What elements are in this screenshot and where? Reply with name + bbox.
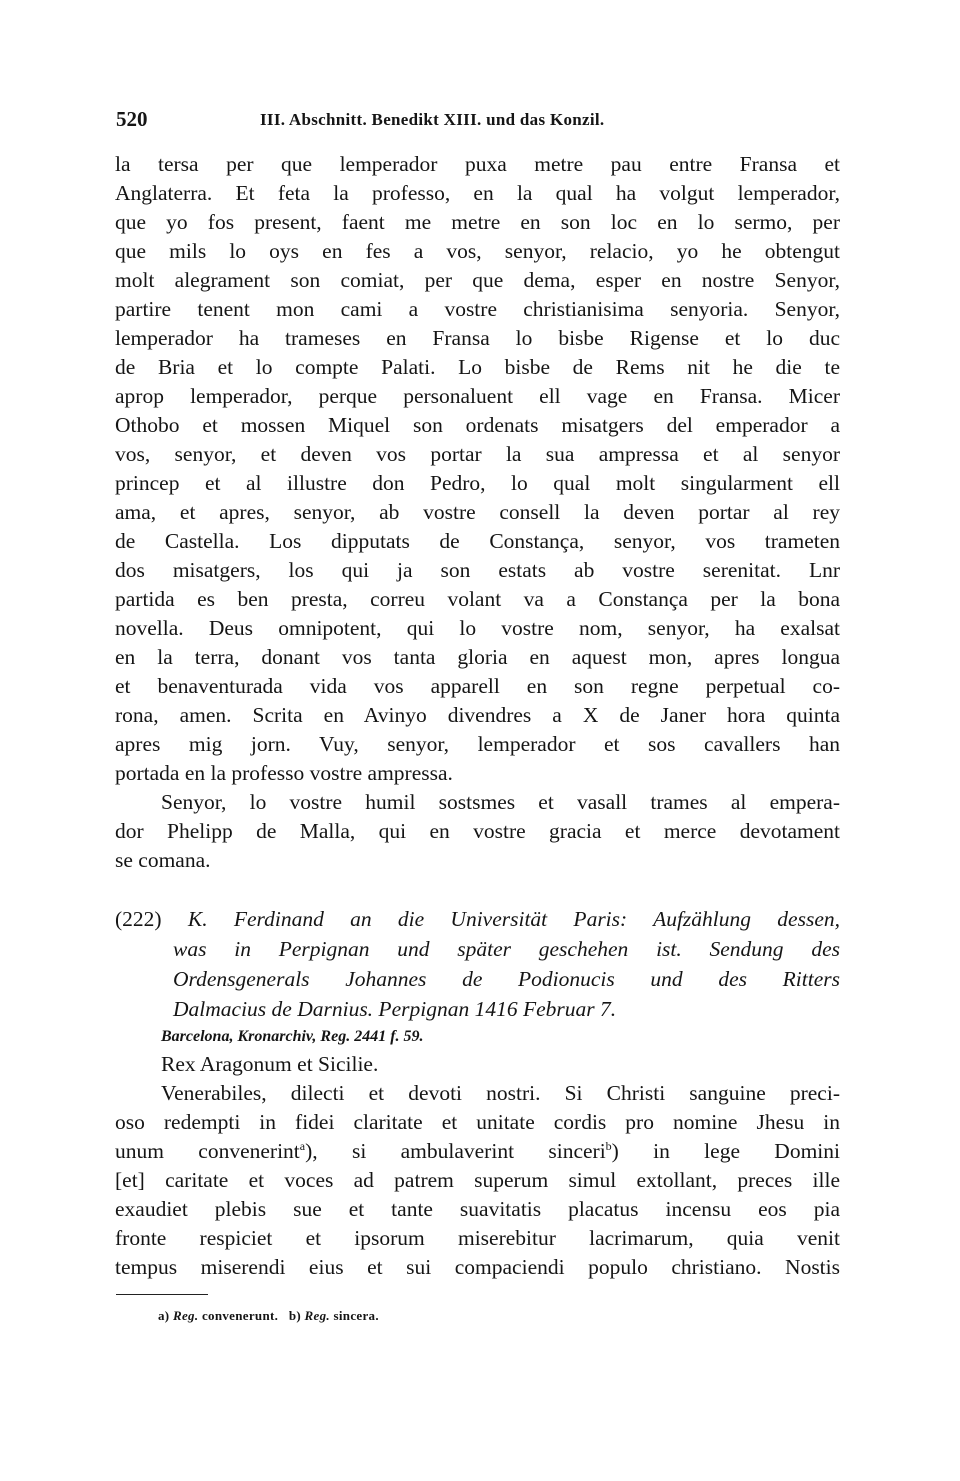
heading-first-line	[115, 904, 840, 934]
footnote-marker-a: a	[299, 1138, 306, 1153]
text-line: Senyor, lo vostre humil sostsmes et vasall trames al empera-	[161, 790, 840, 814]
page-number: 520	[116, 107, 148, 131]
text-line: aprop lemperador, perque personaluent ell vage en Fransa. Micer	[115, 384, 840, 408]
paragraph-2	[115, 788, 840, 875]
text-line: lemperador ha trameses en Fransa lo bisbe Rigense et lo duc	[115, 326, 840, 350]
heading-title-line: Dalmacius de Darnius. Perpignan 1416 Februar 7.	[173, 997, 617, 1021]
text-line: Anglaterra. Et feta la professo, en la qual ha volgut lemperador,	[115, 181, 840, 205]
text-line: princep et al illustre don Pedro, lo qual molt singularment ell	[115, 471, 840, 495]
footnote-a-label: a)	[158, 1308, 170, 1323]
running-head: III. Abschnitt. Benedikt XIII. und das Konzil.	[260, 110, 605, 129]
heading-title-line: Ordensgenerals Johannes de Podionucis und des Ritters	[173, 967, 840, 991]
section-gap	[115, 875, 840, 904]
text-line: novella. Deus omnipotent, qui lo vostre nom, senyor, ha exalsat	[115, 616, 840, 640]
text-line: [et] caritate et voces ad patrem superum simul extollant, preces ille	[115, 1168, 840, 1192]
heading-title-line: was in Perpignan und später geschehen ist. Sendung des	[173, 937, 840, 961]
document-heading	[115, 904, 840, 1050]
text-line: de Bria et lo compte Palati. Lo bisbe de Rems nit he die te	[115, 355, 840, 379]
archive-source: Barcelona, Kronarchiv, Reg. 2441 f. 59.	[161, 1028, 424, 1045]
text-line: Othobo et mossen Miquel son ordenats misatgers del emperador a	[115, 413, 840, 437]
text-line: en la terra, donant vos tanta gloria en aquest mon, apres longua	[115, 645, 840, 669]
text-line: molt alegrament son comiat, per que dema, esper en nostre Senyor,	[115, 268, 840, 292]
text-line: dos misatgers, los qui ja son estats ab vostre serenitat. Lnr	[115, 558, 840, 582]
text-line: apres mig jorn. Vuy, senyor, lemperador et sos cavallers han	[115, 732, 840, 756]
footnote-b-text: sincera.	[333, 1308, 379, 1323]
footnote-divider	[116, 1294, 208, 1295]
salutation: Rex Aragonum et Sicilie.	[161, 1052, 379, 1076]
text-segment: unum convenerint	[115, 1139, 300, 1163]
heading-title-line: K. Ferdinand an die Universität Paris: Aufzählung dessen,	[187, 907, 840, 931]
document-number: (222)	[115, 907, 162, 931]
text-line: de Castella. Los dipputats de Constança, senyor, vos trameten	[115, 529, 840, 553]
text-line: la tersa per que lemperador puxa metre pau entre Fransa et	[115, 152, 840, 176]
text-line: portada en la professo vostre ampressa.	[115, 761, 453, 785]
page-header	[116, 107, 840, 135]
text-segment: ) in lege Domini	[611, 1139, 840, 1163]
text-line: exaudiet plebis sue et tante suavitatis placatus incensu eos pia	[115, 1197, 840, 1221]
text-line: Venerabiles, dilecti et devoti nostri. Si Christi sanguine preci-	[161, 1081, 840, 1105]
text-line: rona, amen. Scrita en Avinyo divendres a X de Janer hora quinta	[115, 703, 840, 727]
text-line: ama, et apres, senyor, ab vostre consell la deven portar al rey	[115, 500, 840, 524]
text-line: partire tenent mon cami a vostre christianisima senyoria. Senyor,	[115, 297, 840, 321]
paragraph-1	[115, 150, 840, 788]
text-line: fronte respiciet et ipsorum miserebitur lacrimarum, quia venit	[115, 1226, 840, 1250]
text-line: se comana.	[115, 848, 211, 872]
body-text	[115, 150, 840, 1282]
text-line: tempus miserendi eius et sui compaciendi populo christiano. Nostis	[115, 1255, 840, 1279]
latin-letter	[115, 1050, 840, 1282]
footnotes	[158, 1308, 379, 1324]
text-line: partida es ben presta, correu volant va a Constança per la bona	[115, 587, 840, 611]
text-line	[115, 1137, 840, 1166]
footnote-a-ref: Reg.	[173, 1308, 199, 1323]
text-line: oso redempti in fidei claritate et unitate cordis pro nomine Jhesu in	[115, 1110, 840, 1134]
text-line: dor Phelipp de Malla, qui en vostre gracia et merce devotament	[115, 819, 840, 843]
text-line: vos, senyor, et deven vos portar la sua ampressa et al senyor	[115, 442, 840, 466]
text-line: que yo fos present, faent me metre en son loc en lo sermo, per	[115, 210, 840, 234]
footnote-marker-b: b	[605, 1138, 612, 1153]
footnote-a-text: convenerunt.	[201, 1308, 279, 1323]
text-line: et benaventurada vida vos apparell en son regne perpetual co-	[115, 674, 840, 698]
footnote-b-ref: Reg.	[304, 1308, 330, 1323]
text-segment: ), si ambulaverint sinceri	[305, 1139, 606, 1163]
text-line: que mils lo oys en fes a vos, senyor, relacio, yo he obtengut	[115, 239, 840, 263]
footnote-b-label: b)	[288, 1308, 301, 1323]
